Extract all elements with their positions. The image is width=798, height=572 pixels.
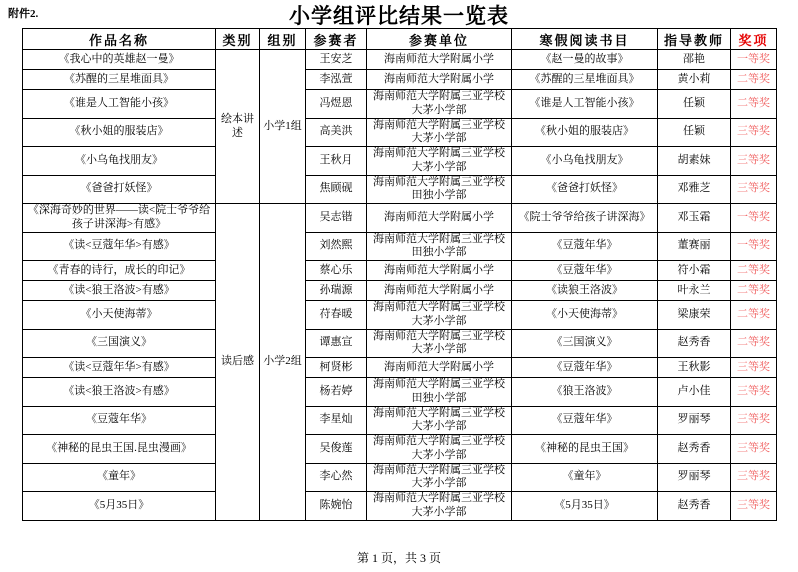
award-cell: 三等奖 <box>731 118 777 147</box>
work-title-cell: 《深海奇妙的世界——读<院士爷爷给孩子讲深海>有感》 <box>23 204 216 233</box>
award-cell: 三等奖 <box>731 435 777 464</box>
award-cell: 三等奖 <box>731 358 777 378</box>
participant-cell: 王秋月 <box>306 147 367 176</box>
results-table-body <box>23 50 777 521</box>
teacher-cell: 邵艳 <box>658 50 731 70</box>
reading-book-cell: 《5月35日》 <box>512 492 658 521</box>
participant-cell: 王安芝 <box>306 50 367 70</box>
participant-cell: 谭惠宣 <box>306 329 367 358</box>
participant-cell: 李泓萱 <box>306 70 367 90</box>
unit-cell: 海南师范大学附属三亚学校田独小学部 <box>367 378 512 407</box>
unit-cell: 海南师范大学附属三亚学校大茅小学部 <box>367 118 512 147</box>
unit-cell: 海南师范大学附属三亚学校大茅小学部 <box>367 90 512 119</box>
award-cell: 一等奖 <box>731 50 777 70</box>
unit-cell: 海南师范大学附属三亚学校大茅小学部 <box>367 329 512 358</box>
table-row <box>23 50 777 70</box>
table-row <box>23 329 777 358</box>
unit-cell: 海南师范大学附属三亚学校大茅小学部 <box>367 435 512 464</box>
participant-cell: 焦顾砚 <box>306 175 367 204</box>
award-cell: 二等奖 <box>731 301 777 330</box>
award-cell: 三等奖 <box>731 463 777 492</box>
teacher-cell: 邓雅芝 <box>658 175 731 204</box>
award-cell: 一等奖 <box>731 204 777 233</box>
unit-cell: 海南师范大学附属三亚学校大茅小学部 <box>367 492 512 521</box>
category-cell: 读后感 <box>216 204 260 521</box>
reading-book-cell: 《秋小姐的服装店》 <box>512 118 658 147</box>
participant-cell: 冯煜恩 <box>306 90 367 119</box>
results-table <box>22 28 777 521</box>
page-number-footer: 第 1 页，共 3 页 <box>356 551 441 565</box>
reading-book-cell: 《小乌龟找朋友》 <box>512 147 658 176</box>
table-row <box>23 435 777 464</box>
table-row <box>23 232 777 261</box>
teacher-cell: 罗丽琴 <box>658 406 731 435</box>
unit-cell: 海南师范大学附属小学 <box>367 281 512 301</box>
work-title-cell: 《苏醒的三星堆面具》 <box>23 70 216 90</box>
teacher-cell: 王秋影 <box>658 358 731 378</box>
group-cell: 小学1组 <box>260 50 306 204</box>
table-row <box>23 406 777 435</box>
unit-cell: 海南师范大学附属小学 <box>367 204 512 233</box>
unit-cell: 海南师范大学附属小学 <box>367 70 512 90</box>
header-reading-book: 寒假阅读书目 <box>512 29 658 50</box>
work-title-cell: 《豆蔻年华》 <box>23 406 216 435</box>
participant-cell: 杨若婷 <box>306 378 367 407</box>
work-title-cell: 《秋小姐的服装店》 <box>23 118 216 147</box>
unit-cell: 海南师范大学附属三亚学校田独小学部 <box>367 232 512 261</box>
teacher-cell: 赵秀香 <box>658 329 731 358</box>
participant-cell: 吴志锴 <box>306 204 367 233</box>
header-participant: 参赛者 <box>306 29 367 50</box>
reading-book-cell: 《三国演义》 <box>512 329 658 358</box>
work-title-cell: 《读<狼王洛波>有感》 <box>23 378 216 407</box>
reading-book-cell: 《爸爸打妖怪》 <box>512 175 658 204</box>
table-row <box>23 70 777 90</box>
table-row <box>23 147 777 176</box>
reading-book-cell: 《豆蔻年华》 <box>512 232 658 261</box>
unit-cell: 海南师范大学附属三亚学校大茅小学部 <box>367 463 512 492</box>
header-work-title: 作品名称 <box>23 29 216 50</box>
teacher-cell: 黄小莉 <box>658 70 731 90</box>
work-title-cell: 《5月35日》 <box>23 492 216 521</box>
teacher-cell: 赵秀香 <box>658 492 731 521</box>
table-row <box>23 118 777 147</box>
table-row <box>23 301 777 330</box>
award-cell: 一等奖 <box>731 232 777 261</box>
category-cell: 绘本讲述 <box>216 50 260 204</box>
reading-book-cell: 《院士爷爷给孩子讲深海》 <box>512 204 658 233</box>
unit-cell: 海南师范大学附属三亚学校大茅小学部 <box>367 147 512 176</box>
table-row <box>23 261 777 281</box>
work-title-cell: 《青春的诗行，成长的印记》 <box>23 261 216 281</box>
participant-cell: 高美洪 <box>306 118 367 147</box>
award-cell: 三等奖 <box>731 147 777 176</box>
table-row <box>23 204 777 233</box>
teacher-cell: 罗丽琴 <box>658 463 731 492</box>
reading-book-cell: 《小天使海蒂》 <box>512 301 658 330</box>
unit-cell: 海南师范大学附属三亚学校大茅小学部 <box>367 406 512 435</box>
participant-cell: 吴俊莲 <box>306 435 367 464</box>
award-cell: 三等奖 <box>731 406 777 435</box>
group-cell: 小学2组 <box>260 204 306 521</box>
table-row <box>23 175 777 204</box>
participant-cell: 李星灿 <box>306 406 367 435</box>
teacher-cell: 赵秀香 <box>658 435 731 464</box>
table-row <box>23 281 777 301</box>
unit-cell: 海南师范大学附属小学 <box>367 261 512 281</box>
page-title: 小学组评比结果一览表 <box>289 4 509 28</box>
reading-book-cell: 《狼王洛波》 <box>512 378 658 407</box>
teacher-cell: 任颖 <box>658 118 731 147</box>
unit-cell: 海南师范大学附属小学 <box>367 358 512 378</box>
participant-cell: 陈婉怡 <box>306 492 367 521</box>
participant-cell: 柯贤彬 <box>306 358 367 378</box>
table-row <box>23 90 777 119</box>
work-title-cell: 《谁是人工智能小孩》 <box>23 90 216 119</box>
teacher-cell: 任颖 <box>658 90 731 119</box>
award-cell: 二等奖 <box>731 90 777 119</box>
award-cell: 二等奖 <box>731 261 777 281</box>
unit-cell: 海南师范大学附属三亚学校田独小学部 <box>367 175 512 204</box>
teacher-cell: 卢小佳 <box>658 378 731 407</box>
work-title-cell: 《三国演义》 <box>23 329 216 358</box>
reading-book-cell: 《豆蔻年华》 <box>512 358 658 378</box>
award-cell: 二等奖 <box>731 70 777 90</box>
work-title-cell: 《童年》 <box>23 463 216 492</box>
header-category: 类别 <box>216 29 260 50</box>
unit-cell: 海南师范大学附属小学 <box>367 50 512 70</box>
header-group: 组别 <box>260 29 306 50</box>
work-title-cell: 《爸爸打妖怪》 <box>23 175 216 204</box>
table-row <box>23 492 777 521</box>
reading-book-cell: 《谁是人工智能小孩》 <box>512 90 658 119</box>
reading-book-cell: 《赵一曼的故事》 <box>512 50 658 70</box>
reading-book-cell: 《豆蔻年华》 <box>512 261 658 281</box>
header-teacher: 指导教师 <box>658 29 731 50</box>
unit-cell: 海南师范大学附属三亚学校大茅小学部 <box>367 301 512 330</box>
table-header-row <box>23 29 777 50</box>
attachment-label: 附件2. <box>8 8 39 20</box>
table-row <box>23 378 777 407</box>
reading-book-cell: 《读狼王洛波》 <box>512 281 658 301</box>
work-title-cell: 《小天使海蒂》 <box>23 301 216 330</box>
teacher-cell: 董赛丽 <box>658 232 731 261</box>
table-row <box>23 358 777 378</box>
results-table-container <box>22 28 776 521</box>
award-cell: 三等奖 <box>731 378 777 407</box>
award-cell: 二等奖 <box>731 329 777 358</box>
participant-cell: 李心然 <box>306 463 367 492</box>
reading-book-cell: 《豆蔻年华》 <box>512 406 658 435</box>
participant-cell: 苻春暖 <box>306 301 367 330</box>
award-cell: 二等奖 <box>731 281 777 301</box>
work-title-cell: 《神秘的昆虫王国.昆虫漫画》 <box>23 435 216 464</box>
teacher-cell: 符小霜 <box>658 261 731 281</box>
teacher-cell: 叶永兰 <box>658 281 731 301</box>
teacher-cell: 邓玉霜 <box>658 204 731 233</box>
table-row <box>23 463 777 492</box>
work-title-cell: 《读<狼王洛波>有感》 <box>23 281 216 301</box>
award-cell: 三等奖 <box>731 175 777 204</box>
award-cell: 三等奖 <box>731 492 777 521</box>
reading-book-cell: 《苏醒的三星堆面具》 <box>512 70 658 90</box>
header-award: 奖项 <box>731 29 777 50</box>
teacher-cell: 胡素妹 <box>658 147 731 176</box>
header-unit: 参赛单位 <box>367 29 512 50</box>
participant-cell: 蔡心乐 <box>306 261 367 281</box>
work-title-cell: 《读<豆蔻年华>有感》 <box>23 232 216 261</box>
participant-cell: 孙瑞源 <box>306 281 367 301</box>
work-title-cell: 《我心中的英雄赵一曼》 <box>23 50 216 70</box>
work-title-cell: 《小乌龟找朋友》 <box>23 147 216 176</box>
reading-book-cell: 《神秘的昆虫王国》 <box>512 435 658 464</box>
reading-book-cell: 《童年》 <box>512 463 658 492</box>
work-title-cell: 《读<豆蔻年华>有感》 <box>23 358 216 378</box>
teacher-cell: 梁康荣 <box>658 301 731 330</box>
participant-cell: 刘然熙 <box>306 232 367 261</box>
